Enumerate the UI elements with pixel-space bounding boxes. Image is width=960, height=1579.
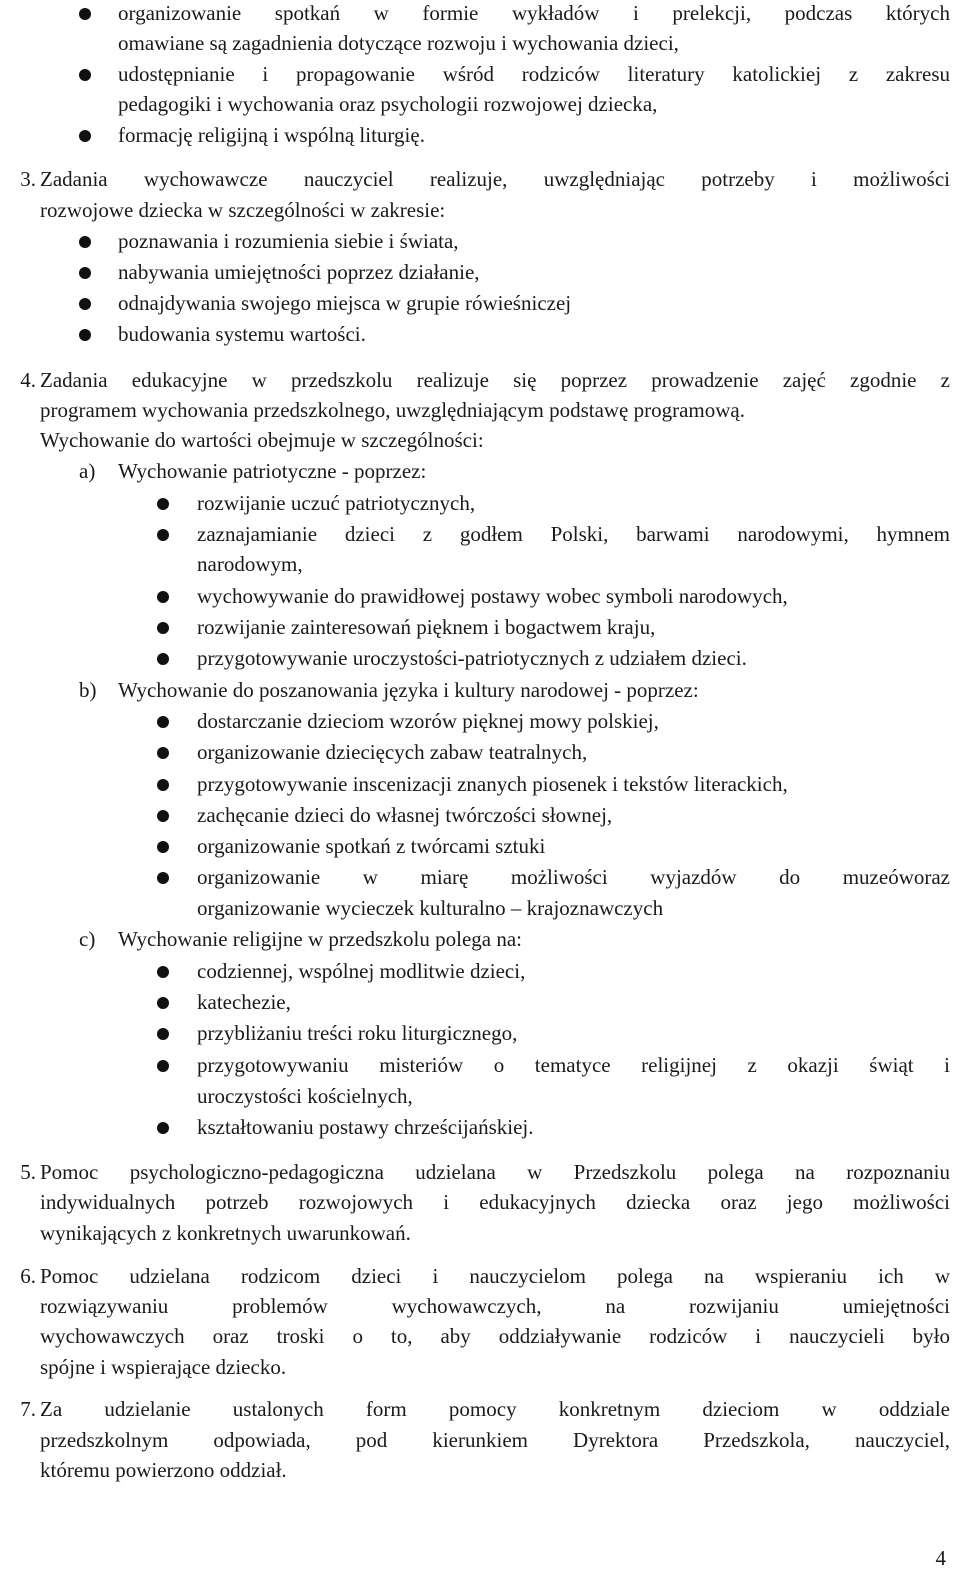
- list-item: codziennej, wspólnej modlitwie dzieci,: [197, 959, 526, 983]
- bullet-icon: [157, 498, 169, 510]
- list-item: przygotowywanie inscenizacji znanych piosenek i tekstów literackich,: [197, 772, 788, 796]
- section-number: 7.: [20, 1397, 36, 1421]
- list-item: dostarczanie dzieciom wzorów pięknej mowy polskiej,: [197, 709, 659, 733]
- subsection-label: a): [79, 459, 96, 483]
- bullet-icon: [157, 653, 169, 665]
- list-item: budowania systemu wartości.: [118, 322, 366, 346]
- bullet-icon: [79, 236, 91, 248]
- bullet-icon: [157, 779, 169, 791]
- bullet-icon: [157, 529, 169, 541]
- list-item-line: omawiane są zagadnienia dotyczące rozwoju i wychowania dzieci,: [118, 31, 679, 55]
- subsection-title: Wychowanie religijne w przedszkolu polega na:: [118, 927, 523, 951]
- paragraph-line: Zadania edukacyjne w przedszkolu realizuje się poprzez prowadzenie zajęć zgodnie z: [40, 368, 950, 392]
- list-item: organizowanie spotkań z twórcami sztuki: [197, 834, 546, 858]
- paragraph-line: przedszkolnym odpowiada, pod kierunkiem Dyrektora Przedszkola, nauczyciel,: [40, 1428, 950, 1452]
- list-item: kształtowaniu postawy chrześcijańskiej.: [197, 1115, 534, 1139]
- bullet-icon: [157, 966, 169, 978]
- list-item-line: organizowanie w miarę możliwości wyjazdów do muzeóworaz: [197, 865, 950, 889]
- bullet-icon: [157, 997, 169, 1009]
- list-item-line: organizowanie wycieczek kulturalno – krajoznawczych: [197, 896, 664, 920]
- section-number: 5.: [20, 1160, 36, 1184]
- section-number: 4.: [20, 368, 36, 392]
- list-item: przygotowywanie uroczystości-patriotycznych z udziałem dzieci.: [197, 646, 747, 670]
- list-item-line: organizowanie spotkań w formie wykładów i prelekcji, podczas których: [118, 1, 950, 25]
- list-item: zachęcanie dzieci do własnej twórczości słownej,: [197, 803, 613, 827]
- subsection-title: Wychowanie patriotyczne - poprzez:: [118, 459, 427, 483]
- bullet-icon: [157, 1028, 169, 1040]
- subsection-title: Wychowanie do poszanowania języka i kultury narodowej - poprzez:: [118, 678, 699, 702]
- subsection-label: b): [79, 678, 97, 702]
- list-item-line: pedagogiki i wychowania oraz psychologii rozwojowej dziecka,: [118, 92, 658, 116]
- paragraph-line: Pomoc psychologiczno-pedagogiczna udzielana w Przedszkolu polega na rozpoznaniu: [40, 1160, 950, 1184]
- bullet-icon: [79, 8, 91, 20]
- bullet-icon: [79, 130, 91, 142]
- paragraph-line: rozwiązywaniu problemów wychowawczych, na rozwijaniu umiejętności: [40, 1294, 950, 1318]
- paragraph-line: wynikających z konkretnych uwarunkowań.: [40, 1221, 411, 1245]
- bullet-icon: [157, 810, 169, 822]
- bullet-icon: [79, 267, 91, 279]
- list-item: poznawania i rozumienia siebie i świata,: [118, 229, 459, 253]
- bullet-icon: [157, 1060, 169, 1072]
- bullet-icon: [79, 329, 91, 341]
- list-item: organizowanie dziecięcych zabaw teatralnych,: [197, 740, 588, 764]
- list-item: odnajdywania swojego miejsca w grupie rówieśniczej: [118, 291, 572, 315]
- list-item-line: udostępnianie i propagowanie wśród rodziców literatury katolickiej z zakresu: [118, 62, 950, 86]
- bullet-icon: [157, 591, 169, 603]
- list-item-line: uroczystości kościelnych,: [197, 1084, 413, 1108]
- paragraph-line: spójne i wspierające dziecko.: [40, 1355, 287, 1379]
- paragraph-line: indywidualnych potrzeb rozwojowych i edukacyjnych dziecka oraz jego możliwości: [40, 1190, 950, 1214]
- list-item-line: formację religijną i wspólną liturgię.: [118, 123, 425, 147]
- list-item-line: narodowym,: [197, 552, 303, 576]
- bullet-icon: [157, 716, 169, 728]
- section-number: 6.: [20, 1264, 36, 1288]
- paragraph-line: Pomoc udzielana rodzicom dzieci i nauczycielom polega na wspieraniu ich w: [40, 1264, 950, 1288]
- subsection-label: c): [79, 927, 96, 951]
- paragraph-line: Za udzielanie ustalonych form pomocy konkretnym dzieciom w oddziale: [40, 1397, 950, 1421]
- paragraph-line: Zadania wychowawcze nauczyciel realizuje, uwzględniając potrzeby i możliwości: [40, 167, 950, 191]
- paragraph-line: Wychowanie do wartości obejmuje w szczególności:: [40, 428, 484, 452]
- section-number: 3.: [20, 167, 36, 191]
- list-item-line: przygotowywaniu misteriów o tematyce religijnej z okazji świąt i: [197, 1053, 950, 1077]
- list-item: przybliżaniu treści roku liturgicznego,: [197, 1021, 518, 1045]
- bullet-icon: [157, 841, 169, 853]
- bullet-icon: [157, 1122, 169, 1134]
- bullet-icon: [157, 747, 169, 759]
- list-item: rozwijanie uczuć patriotycznych,: [197, 491, 476, 515]
- list-item: nabywania umiejętności poprzez działanie,: [118, 260, 480, 284]
- paragraph-line: któremu powierzono oddział.: [40, 1458, 287, 1482]
- list-item: wychowywanie do prawidłowej postawy wobec symboli narodowych,: [197, 584, 788, 608]
- bullet-icon: [157, 872, 169, 884]
- paragraph-line: rozwojowe dziecka w szczególności w zakresie:: [40, 198, 446, 222]
- bullet-icon: [79, 69, 91, 81]
- bullet-icon: [157, 622, 169, 634]
- list-item-line: zaznajamianie dzieci z godłem Polski, barwami narodowymi, hymnem: [197, 522, 950, 546]
- list-item: katechezie,: [197, 990, 291, 1014]
- paragraph-line: wychowawczych oraz troski o to, aby oddziaływanie rodziców i nauczycieli było: [40, 1324, 950, 1348]
- paragraph-line: programem wychowania przedszkolnego, uwzględniającym podstawę programową.: [40, 398, 746, 422]
- list-item: rozwijanie zainteresowań pięknem i bogactwem kraju,: [197, 615, 656, 639]
- bullet-icon: [79, 298, 91, 310]
- page-number: 4: [935, 1546, 946, 1570]
